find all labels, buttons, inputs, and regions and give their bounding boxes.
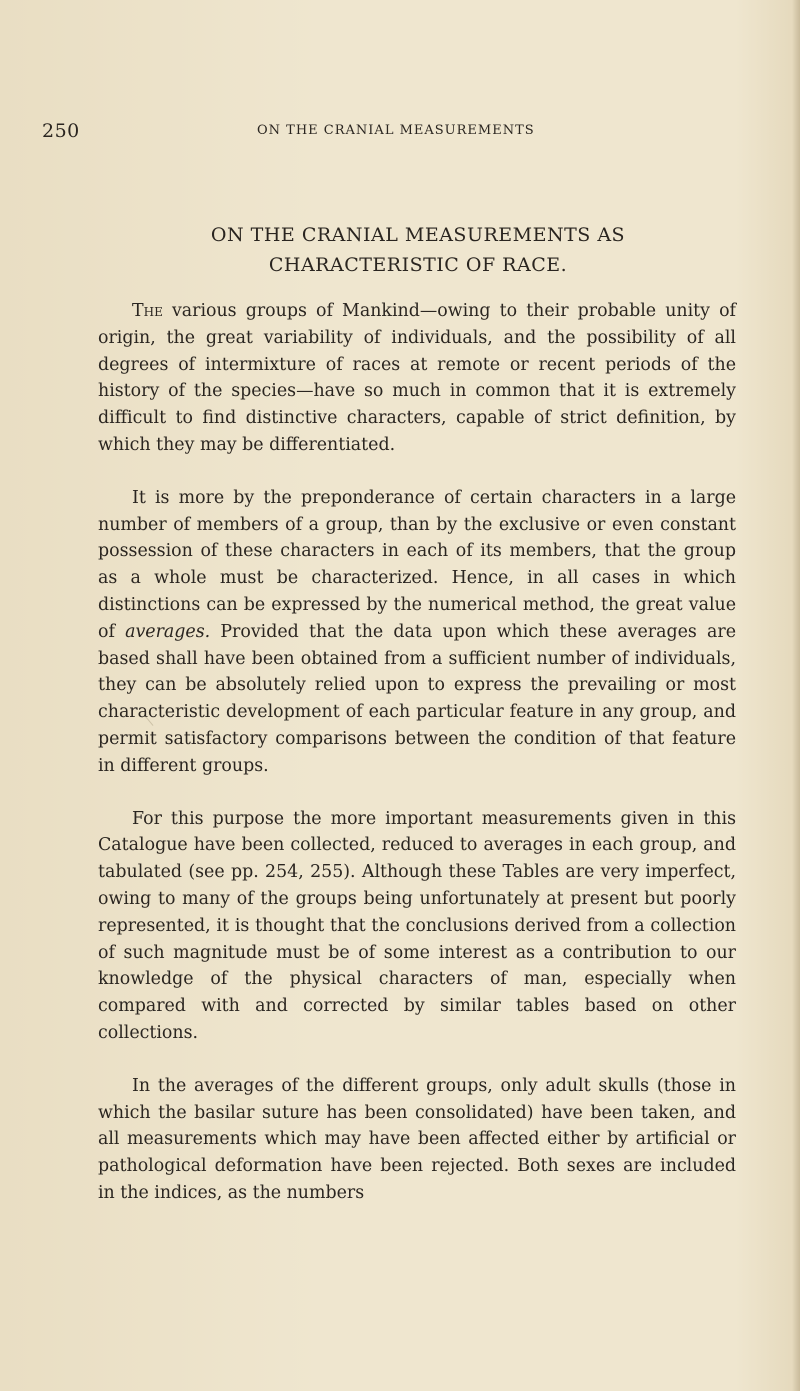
article-title-line-1: ON THE CRANIAL MEASUREMENTS AS bbox=[210, 224, 626, 246]
paragraph-2-emphasis: averages. bbox=[125, 621, 211, 642]
page-number: 250 bbox=[42, 120, 80, 142]
paragraph-1-lead-in: The bbox=[132, 301, 163, 321]
paragraph-1 bbox=[98, 298, 736, 459]
paragraph-3: For this purpose the more important measurements given in this Catalogue have been collected, reduced to averages in each group, and tabulated (see pp. 254, 255). Although these Tables are very imperfect, owing to many of the groups being unfortunately at present but poorly represented, it is thought that the conclusions derived from a collection of such magnitude must be of some interest as a contribution to our knowledge of the physical characters of man, especially when compared with and corrected by similar tables based on other collections. bbox=[98, 808, 736, 1043]
paragraph-1-text: various groups of Mankind—owing to their probable unity of origin, the great variability of individuals, and the possibility of all degrees of intermixture of races at remote or recent periods of the history of the species—have so much in common that it is extremely difficult to find distinctive characters, capable of strict definition, by which they may be differentiated. bbox=[98, 301, 736, 455]
article-title bbox=[98, 220, 738, 280]
paragraph-2-after: Provided that the data upon which these averages are based shall have been obtained from a sufficient number of individuals, they can be absolutely relied upon to express the prevailing or most characteristic development of each particular feature in any group, and permit satisfactory comparisons between the condition of that feature in different groups. bbox=[98, 621, 736, 776]
page-edge bbox=[792, 0, 800, 1391]
paragraph-2-before: It is more by the preponderance of certain characters in a large number of members of a group, than by the exclusive or even constant possession of these characters in each of its members, that the group as a whole must be characterized. Hence, in all cases in which distinctions can be expressed by the numerical method, the great value of bbox=[98, 487, 736, 642]
running-title: ON THE CRANIAL MEASUREMENTS bbox=[257, 123, 535, 138]
paragraph-2 bbox=[98, 485, 736, 780]
running-head bbox=[42, 120, 662, 142]
article-body bbox=[98, 298, 736, 1233]
paragraph-4: In the averages of the different groups, only adult skulls (those in which the basilar suture has been consolidated) have been taken, and all measurements which may have been affected either by artificial or pathological deformation have been rejected. Both sexes are included in the indices, as the numbers bbox=[98, 1075, 736, 1203]
article-title-line-2: CHARACTERISTIC OF RACE. bbox=[268, 254, 568, 276]
